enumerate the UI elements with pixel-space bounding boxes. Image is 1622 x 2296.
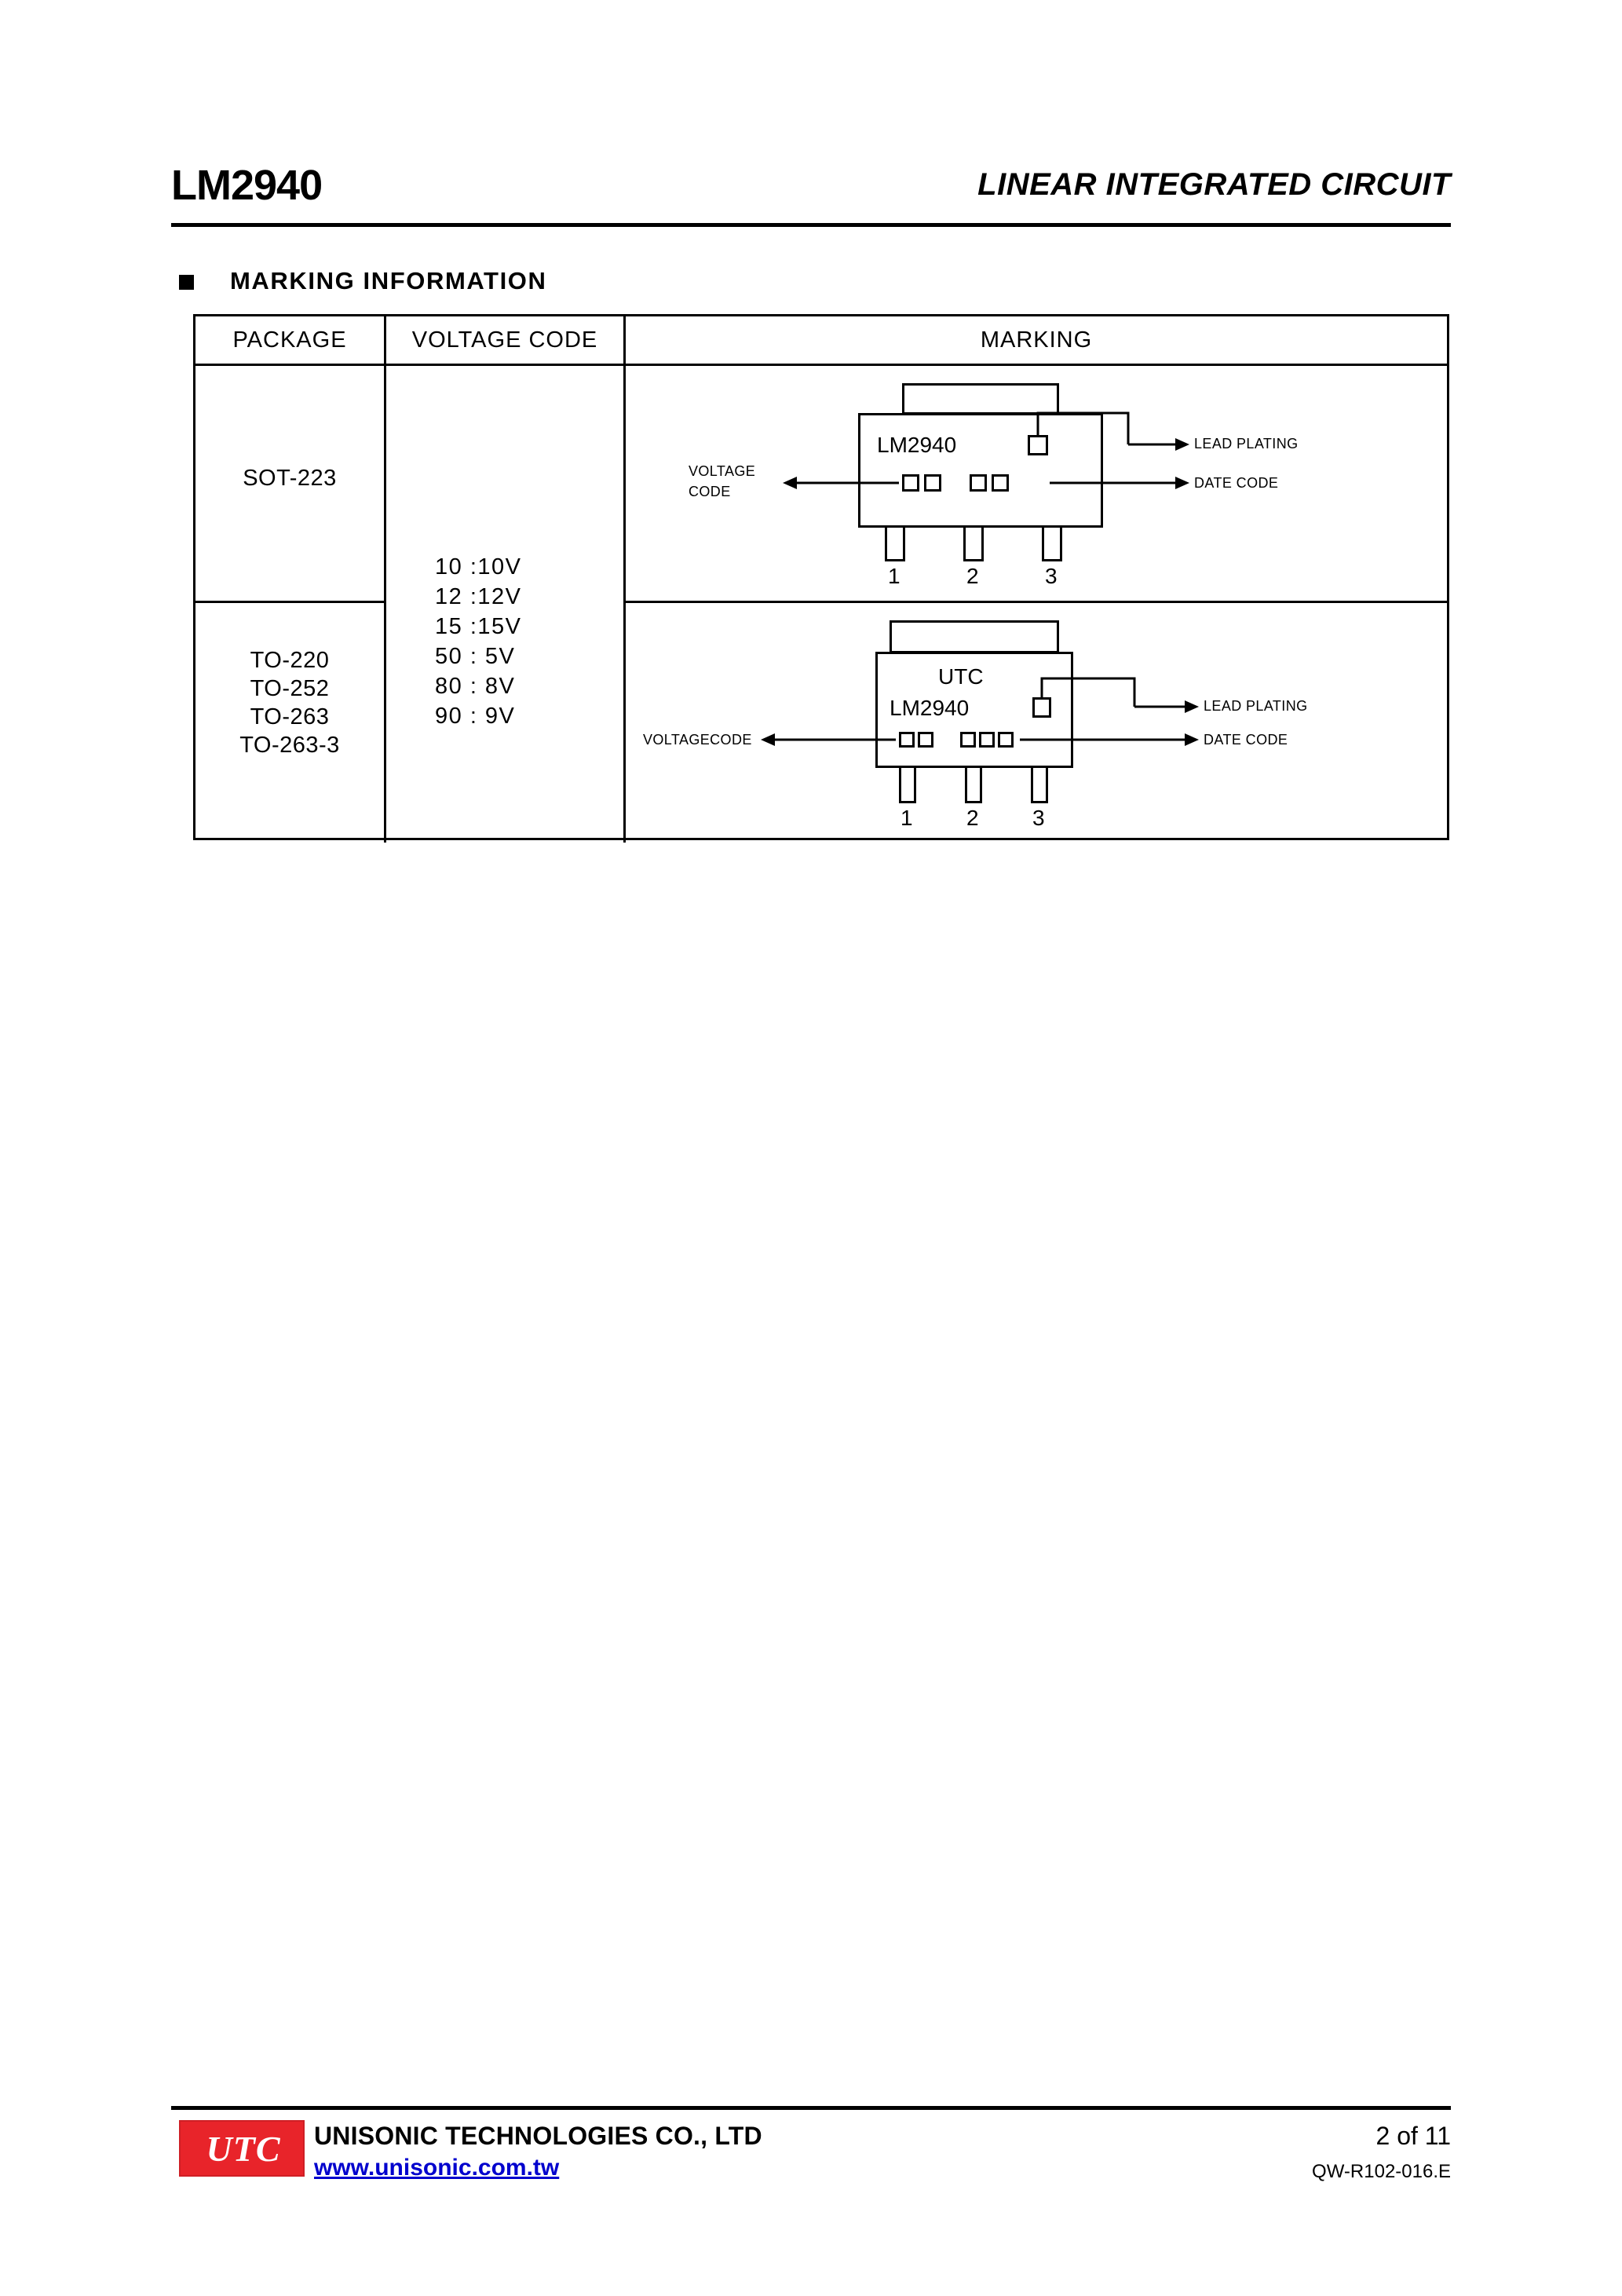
to220-part-label: LM2940: [890, 696, 970, 720]
sot223-lead-plating-callout: [626, 366, 1447, 601]
package-to263-3: TO-263-3: [239, 733, 340, 758]
document-type-title: LINEAR INTEGRATED CIRCUIT: [977, 167, 1451, 202]
sot223-voltage-code-label-line1: VOLTAGE: [689, 463, 756, 479]
sot223-part-label: LM2940: [877, 433, 957, 457]
voltage-code-12: 12 :12V: [435, 584, 522, 609]
footer-divider: [171, 2106, 1451, 2110]
voltage-code-80: 80 : 8V: [435, 674, 516, 699]
voltage-code-15: 15 :15V: [435, 614, 522, 639]
bullet-square-icon: [179, 275, 194, 290]
package-to252: TO-252: [250, 676, 330, 701]
table-cell-package-sot223: SOT-223: [243, 466, 337, 491]
utc-logo-text: UTC: [206, 2129, 281, 2169]
footer-document-code: QW-R102-016.E: [1312, 2161, 1451, 2182]
to220-pin-number-2: 2: [966, 806, 979, 830]
header-divider: [171, 223, 1451, 227]
voltage-code-10: 10 :10V: [435, 554, 522, 579]
sot223-voltage-code-label-line2: CODE: [689, 484, 731, 499]
utc-logo: [179, 2120, 305, 2177]
package-to220: TO-220: [250, 648, 330, 673]
to220-lead-plating-label: LEAD PLATING: [1204, 698, 1308, 714]
footer-company-name: UNISONIC TECHNOLOGIES CO., LTD: [314, 2122, 762, 2150]
table-header-voltage-code: VOLTAGE CODE: [411, 327, 598, 353]
to220-brand-label: UTC: [938, 664, 984, 689]
table-header-package: PACKAGE: [232, 327, 347, 353]
table-header-marking: MARKING: [980, 327, 1093, 353]
to220-pin-number-1: 1: [901, 806, 913, 830]
sot223-pin-number-1: 1: [888, 564, 901, 588]
marking-information-table: [193, 314, 1449, 840]
table-hline-row-left: [195, 601, 384, 603]
voltage-code-50: 50 : 5V: [435, 644, 516, 669]
table-cell-package-to-family: [195, 646, 384, 759]
sot223-lead-plating-label: LEAD PLATING: [1194, 436, 1299, 452]
marking-diagram-sot223: [626, 366, 1447, 601]
section-heading-label: MARKING INFORMATION: [230, 267, 547, 294]
part-number-title: LM2940: [171, 162, 323, 209]
table-cell-voltage-codes: [386, 552, 623, 731]
sot223-date-code-label: DATE CODE: [1194, 475, 1279, 491]
to220-callouts: [626, 603, 1447, 840]
sot223-pin-number-3: 3: [1045, 564, 1058, 588]
footer-website-link[interactable]: www.unisonic.com.tw: [314, 2155, 560, 2181]
sot223-pin-number-2: 2: [966, 564, 979, 588]
voltage-code-90: 90 : 9V: [435, 704, 516, 729]
to220-voltage-code-label: VOLTAGECODE: [643, 732, 752, 748]
footer-page-number: 2 of 11: [1375, 2122, 1451, 2150]
marking-diagram-to-family: [626, 603, 1447, 840]
package-to263: TO-263: [250, 704, 330, 729]
to220-date-code-label: DATE CODE: [1204, 732, 1288, 748]
to220-pin-number-3: 3: [1032, 806, 1045, 830]
page-header: [171, 161, 1451, 216]
